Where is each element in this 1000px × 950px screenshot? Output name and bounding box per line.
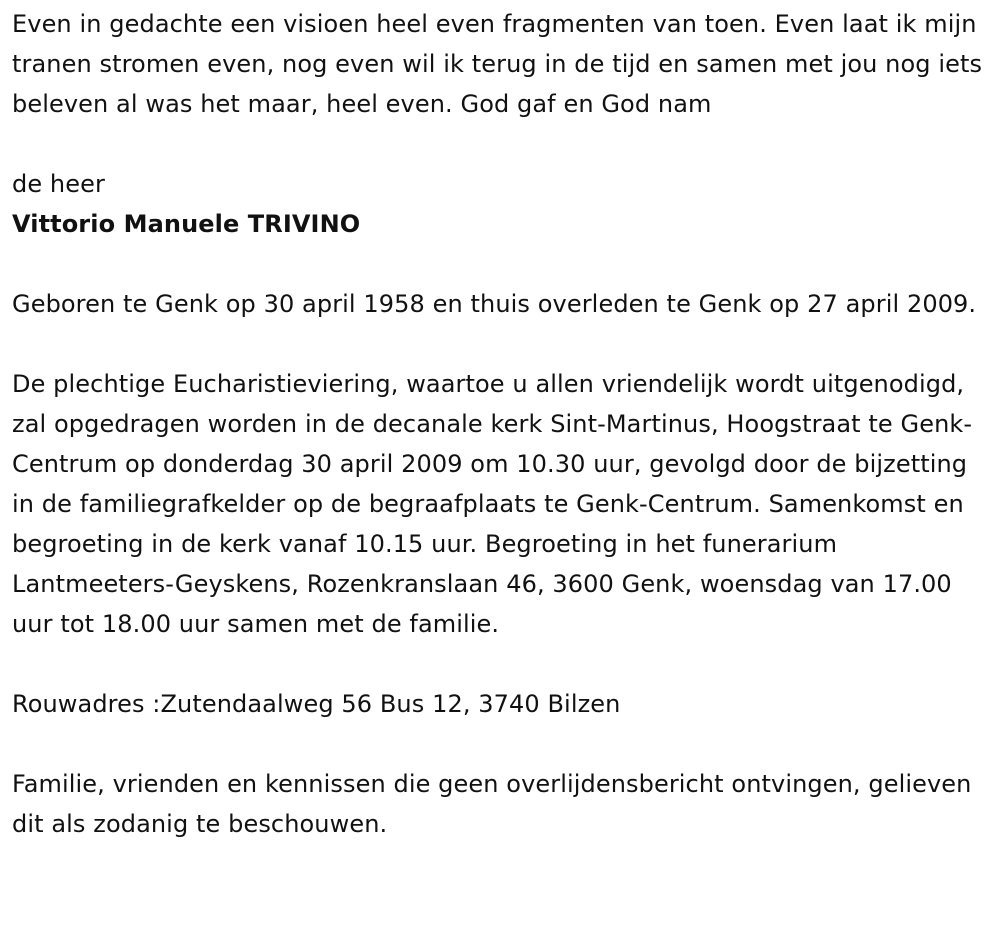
mourning-address: Rouwadres :Zutendaalweg 56 Bus 12, 3740 Bilzen (12, 690, 621, 718)
title-prefix: de heer (12, 170, 105, 198)
spacer (12, 244, 988, 284)
poem-paragraph: Even in gedachte een visioen heel even fragmenten van toen. Even laat ik mijn tranen stromen even, nog even wil ik terug in de tijd en samen met jou nog iets beleven al was het maar, heel even. God gaf en God nam (12, 10, 983, 118)
ceremony-paragraph: De plechtige Eucharistieviering, waartoe u allen vriendelijk wordt uitgenodigd, zal opgedragen worden in de decanale kerk Sint-Martinus, Hoogstraat te Genk-Centrum op donderdag 30 april 2009 om 10.30 uur, gevolgd door de bijzetting in de familiegrafkelder op de begraafplaats te Genk-Centrum. Samenkomst en begroeting in de kerk vanaf 10.15 uur. Begroeting in het funerarium Lantmeeters-Geyskens, Rozenkranslaan 46, 3600 Genk, woensdag van 17.00 uur tot 18.00 uur samen met de familie. (12, 370, 973, 638)
birth-death-paragraph: Geboren te Genk op 30 april 1958 en thuis overleden te Genk op 27 april 2009. (12, 290, 977, 318)
deceased-name: Vittorio Manuele TRIVINO (12, 210, 361, 238)
spacer (12, 724, 988, 764)
closing-paragraph: Familie, vrienden en kennissen die geen overlijdensbericht ontvingen, gelieven dit als zodanig te beschouwen. (12, 770, 972, 838)
spacer (12, 324, 988, 364)
spacer (12, 124, 988, 164)
spacer (12, 644, 988, 684)
